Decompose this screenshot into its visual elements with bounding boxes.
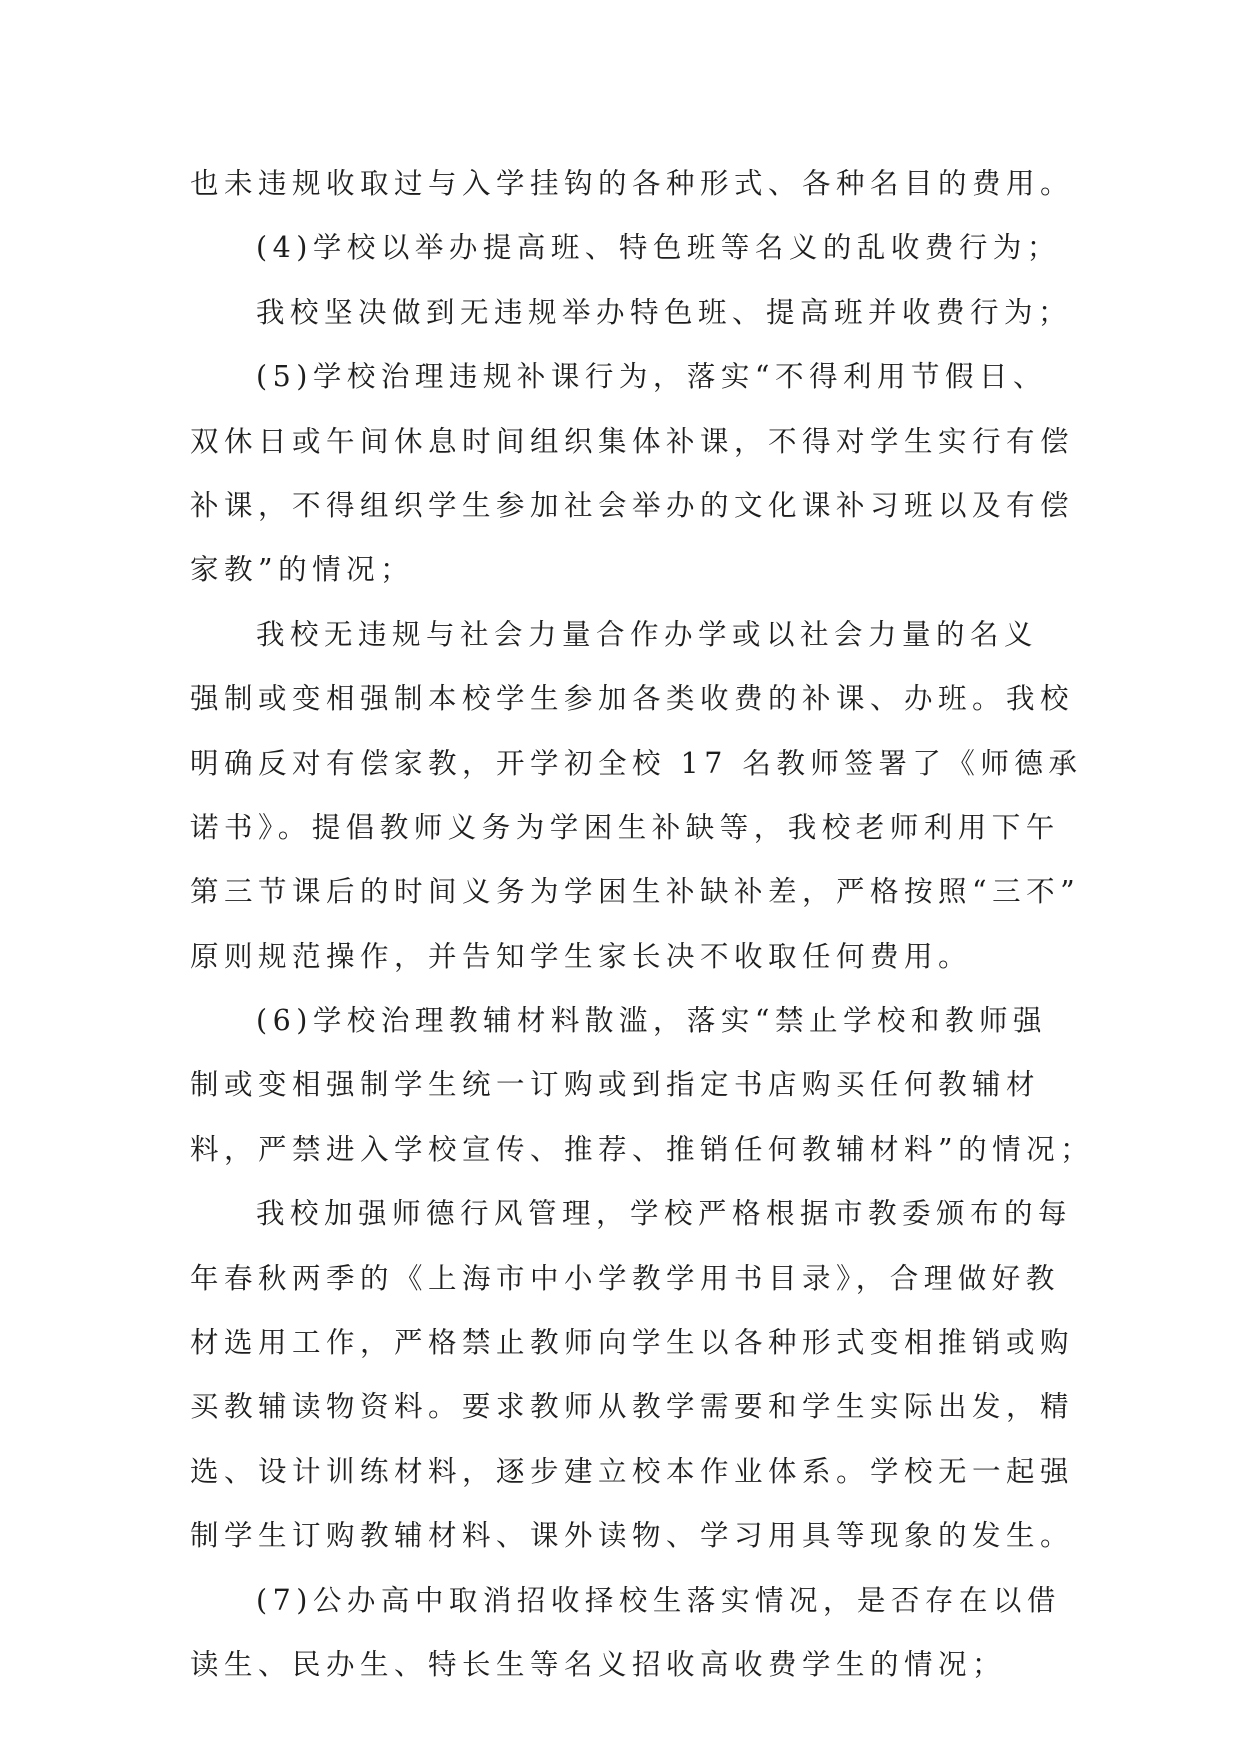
text-line: 我校坚决做到无违规举办特色班、提高班并收费行为； bbox=[256, 295, 1073, 329]
text-line: (5)学校治理违规补课行为，落实“不得利用节假日、 bbox=[256, 360, 1047, 394]
text-line: 材选用工作，严格禁止教师向学生以各种形式变相推销或购 bbox=[190, 1326, 1075, 1360]
text-line: 选、设计训练材料，逐步建立校本作业体系。学校无一起强 bbox=[190, 1454, 1075, 1488]
text-line: 明确反对有偿家教，开学初全校 17 名教师签署了《师德承 bbox=[190, 746, 1083, 780]
text-line: 买教辅读物资料。要求教师从教学需要和学生实际出发，精 bbox=[190, 1390, 1075, 1424]
text-line: 我校无违规与社会力量合作办学或以社会力量的名义 bbox=[256, 617, 1039, 651]
text-line: 也未违规收取过与入学挂钩的各种形式、各种名目的费用。 bbox=[190, 167, 1075, 200]
text-line: 我校加强师德行风管理，学校严格根据市教委颁布的每 bbox=[256, 1197, 1073, 1231]
text-line: 诺书》。提倡教师义务为学困生补缺等，我校老师利用下午 bbox=[190, 810, 1060, 844]
text-line: 双休日或午间休息时间组织集体补课，不得对学生实行有偿 bbox=[190, 424, 1075, 458]
text-line: 读生、民办生、特长生等名义招收高收费学生的情况； bbox=[190, 1647, 1007, 1681]
text-line: 第三节课后的时间义务为学困生补缺补差，严格按照“三不” bbox=[190, 875, 1081, 909]
text-line: 原则规范操作，并告知学生家长决不收取任何费用。 bbox=[190, 939, 973, 973]
text-line: 强制或变相强制本校学生参加各类收费的补课、办班。我校 bbox=[190, 682, 1075, 716]
text-line: 家教”的情况； bbox=[190, 553, 415, 587]
text-line: 料，严禁进入学校宣传、推荐、推销任何教辅材料”的情况； bbox=[190, 1132, 1095, 1166]
text-line: 制学生订购教辅材料、课外读物、学习用具等现象的发生。 bbox=[190, 1519, 1075, 1553]
text-line: (4)学校以举办提高班、特色班等名义的乱收费行为； bbox=[256, 231, 1061, 265]
text-line: (6)学校治理教辅材料散滥，落实“禁止学校和教师强 bbox=[256, 1004, 1047, 1038]
document-body bbox=[190, 152, 1095, 1697]
text-line: 补课，不得组织学生参加社会举办的文化课补习班以及有偿 bbox=[190, 488, 1075, 522]
text-line: (7)公办高中取消招收择校生落实情况，是否存在以借 bbox=[256, 1583, 1061, 1617]
text-line: 制或变相强制学生统一订购或到指定书店购买任何教辅材 bbox=[190, 1068, 1041, 1102]
text-line: 年春秋两季的《上海市中小学教学用书目录》，合理做好教 bbox=[190, 1261, 1060, 1295]
